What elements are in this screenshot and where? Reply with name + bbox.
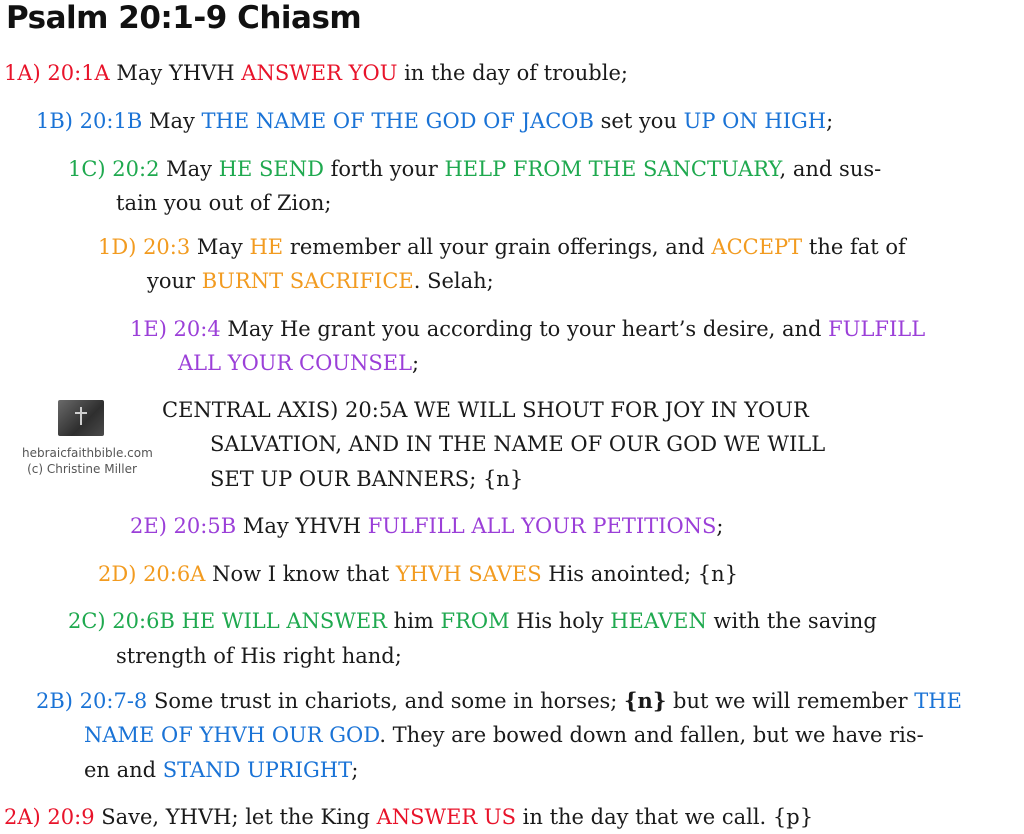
bible-book-icon <box>58 400 104 436</box>
verse-text: strength of His right hand; <box>116 644 402 668</box>
highlighted-text: THE <box>914 689 962 713</box>
highlighted-text: 1D) 20:3 <box>98 235 191 259</box>
verse-text: , and sus- <box>779 157 882 181</box>
verse-text: set you <box>593 109 684 133</box>
chiasm-line-axis-l2 <box>210 431 825 457</box>
verse-text: en and <box>84 758 163 782</box>
chiasm-line-2b-l1 <box>36 688 962 714</box>
highlighted-text: UP ON HIGH <box>683 109 827 133</box>
verse-text: in the day that we call. {p} <box>516 805 814 829</box>
highlighted-text: 2A) 20:9 <box>4 805 95 829</box>
chiasm-line-1e-l2 <box>178 350 419 376</box>
verse-text: May YHVH <box>236 514 368 538</box>
highlighted-text: BURNT SACRIFICE <box>201 269 414 293</box>
chiasm-line-2e-l1 <box>130 513 724 539</box>
verse-text: May <box>190 235 250 259</box>
verse-text: ; <box>351 758 359 782</box>
verse-text: His holy <box>509 609 611 633</box>
verse-text: ; <box>826 109 834 133</box>
highlighted-text: THE NAME OF THE GOD OF JACOB <box>201 109 594 133</box>
highlighted-text: HE SEND <box>218 157 324 181</box>
highlighted-text: FULFILL <box>828 317 926 341</box>
verse-text: . Selah; <box>413 269 494 293</box>
chiasm-line-axis-l3 <box>210 466 523 492</box>
verse-text: tain you out of Zion; <box>116 191 332 215</box>
verse-text: Some trust in chariots, and some in horses; <box>147 689 625 713</box>
watermark-logo <box>22 398 153 482</box>
highlighted-text: HEAVEN <box>610 609 707 633</box>
chiasm-line-2a-l1 <box>4 804 813 830</box>
verse-text: ; <box>716 514 724 538</box>
verse-text: {n} <box>624 688 667 713</box>
watermark-author: (c) Christine Miller <box>27 462 137 476</box>
verse-text: Save, YHVH; let the King <box>94 805 377 829</box>
verse-text <box>175 609 182 633</box>
chiasm-line-2b-l2 <box>84 722 924 748</box>
verse-text: forth your <box>323 157 445 181</box>
verse-text: May <box>159 157 219 181</box>
chiasm-line-2d-l1 <box>98 561 738 587</box>
highlighted-text: HELP FROM THE SANCTUARY <box>444 157 780 181</box>
highlighted-text: 2B) 20:7-8 <box>36 689 148 713</box>
highlighted-text: NAME OF YHVH OUR GOD <box>84 723 380 747</box>
verse-text: His anointed; {n} <box>541 562 738 586</box>
highlighted-text: ACCEPT <box>711 235 803 259</box>
highlighted-text: CENTRAL AXIS) 20:5A WE WILL SHOUT FOR JOY IN YOUR <box>162 398 809 422</box>
highlighted-text: ALL YOUR COUNSEL <box>178 351 413 375</box>
chiasm-line-1d-l1 <box>98 234 906 260</box>
chiasm-line-1d-l2 <box>147 268 494 294</box>
verse-text: May YHVH <box>109 61 242 85</box>
highlighted-text: 2D) 20:6A <box>98 562 206 586</box>
chiasm-line-2c-l2 <box>116 643 402 669</box>
chiasm-line-1c-l1 <box>68 156 881 182</box>
highlighted-text: HE WILL ANSWER <box>181 609 387 633</box>
highlighted-text: FULFILL ALL YOUR PETITIONS <box>367 514 717 538</box>
highlighted-text: FROM <box>440 609 510 633</box>
verse-text: him <box>387 609 441 633</box>
highlighted-text: SET UP OUR BANNERS <box>210 467 470 491</box>
chiasm-line-axis-l1 <box>162 397 809 423</box>
highlighted-text: 1E) 20:4 <box>130 317 221 341</box>
highlighted-text: 1B) 20:1B <box>36 109 143 133</box>
verse-text: remember all your grain offerings, and <box>283 235 712 259</box>
verse-text: . They are bowed down and fallen, but we have ris- <box>379 723 924 747</box>
verse-text: in the day of trouble; <box>397 61 628 85</box>
verse-text: ; {n} <box>469 467 524 491</box>
verse-text: Now I know that <box>205 562 396 586</box>
highlighted-text: ANSWER US <box>376 805 516 829</box>
verse-text: ; <box>412 351 420 375</box>
chiasm-line-1b-l1 <box>36 108 833 134</box>
highlighted-text: ANSWER YOU <box>241 61 398 85</box>
chiasm-line-2c-l1 <box>68 608 877 634</box>
chiasm-line-2b-l3 <box>84 757 358 783</box>
highlighted-text: SALVATION, AND IN THE NAME OF OUR GOD WE WILL <box>210 432 826 456</box>
chiasm-line-1a-l1 <box>4 60 628 86</box>
highlighted-text: 1C) 20:2 <box>68 157 160 181</box>
highlighted-text: YHVH SAVES <box>395 562 542 586</box>
verse-text: but we will remember <box>666 689 915 713</box>
watermark-site: hebraicfaithbible.com <box>22 446 153 460</box>
page-title: Psalm 20:1-9 Chiasm <box>6 0 362 36</box>
verse-text: your <box>147 269 202 293</box>
verse-text: with the saving <box>706 609 877 633</box>
highlighted-text: STAND UPRIGHT <box>162 758 352 782</box>
highlighted-text: HE <box>249 235 284 259</box>
highlighted-text: 2E) 20:5B <box>130 514 237 538</box>
highlighted-text: 2C) 20:6B <box>68 609 175 633</box>
chiasm-line-1c-l2 <box>116 190 332 216</box>
verse-text: the fat of <box>802 235 906 259</box>
chiasm-line-1e-l1 <box>130 316 925 342</box>
verse-text: May <box>142 109 202 133</box>
highlighted-text: 1A) 20:1A <box>4 61 110 85</box>
verse-text: May He grant you according to your heart’s desire, and <box>220 317 829 341</box>
